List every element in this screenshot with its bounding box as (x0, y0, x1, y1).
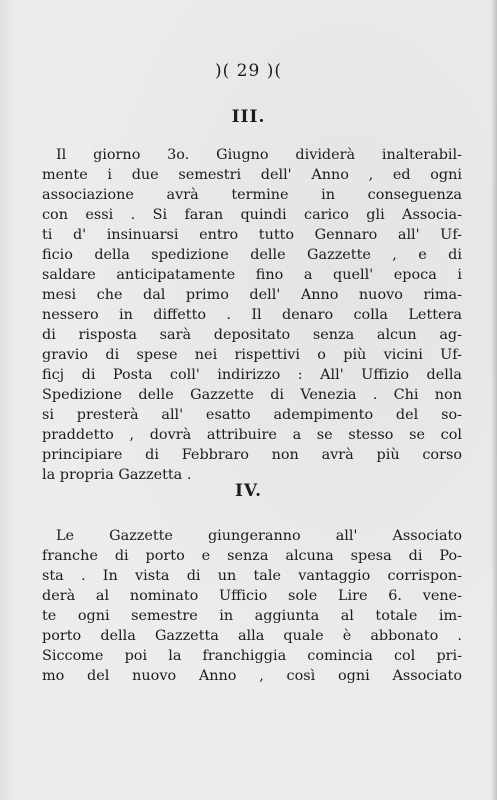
page-number: )( 29 )( (215, 61, 282, 81)
text-line: di risposta sarà depositato senza alcun ag- (42, 327, 462, 343)
text-line: nessero in diffetto . Il denaro colla Lettera (42, 307, 462, 323)
text-line: gravio di spese nei rispettivi o più vicini Uf- (42, 347, 462, 363)
text-line: ficj di Posta coll' indirizzo : All' Uffizio della (42, 367, 462, 383)
text-line: con essi . Si faran quindi carico gli Associa- (42, 207, 462, 223)
text-line: la propria Gazzetta . (42, 467, 192, 483)
text-line: Spedizione delle Gazzette di Venezia . Chi non (42, 387, 462, 403)
text-line: si presterà all' esatto adempimento del so- (42, 407, 462, 423)
section-heading-iii: III. (231, 107, 266, 127)
section-iv-paragraph (42, 526, 462, 686)
text-line: principiare di Febbraro non avrà più corso (42, 447, 462, 463)
text-line: mente i due semestri dell' Anno , ed ogni (42, 167, 462, 183)
section-heading-iv: IV. (234, 481, 263, 501)
text-line: Le Gazzette giungeranno all' Associato (56, 528, 462, 544)
section-iii-paragraph (42, 145, 462, 485)
text-line: ficio della spedizione delle Gazzette , e di (42, 247, 462, 263)
text-line: associazione avrà termine in conseguenza (42, 187, 462, 203)
text-line: praddetto , dovrà attribuire a se stesso se col (42, 427, 462, 443)
text-line: te ogni semestre in aggiunta al totale im- (42, 608, 462, 624)
text-line: derà al nominato Ufficio sole Lire 6. vene- (42, 588, 462, 604)
text-line: sta . In vista di un tale vantaggio corrispon- (42, 568, 462, 584)
text-line: mo del nuovo Anno , così ogni Associato (42, 668, 462, 684)
text-line: mesi che dal primo dell' Anno nuovo rima- (42, 287, 462, 303)
text-line: Il giorno 3o. Giugno dividerà inalterabil- (56, 147, 462, 163)
text-line: Siccome poi la franchiggia comincia col pri- (42, 648, 462, 664)
text-line: porto della Gazzetta alla quale è abbonato . (42, 628, 462, 644)
text-line: franche di porto e senza alcuna spesa di Po- (42, 548, 462, 564)
text-line: ti d' insinuarsi entro tutto Gennaro all' Uf- (42, 227, 462, 243)
text-line: saldare anticipatamente fino a quell' epoca i (42, 267, 462, 283)
